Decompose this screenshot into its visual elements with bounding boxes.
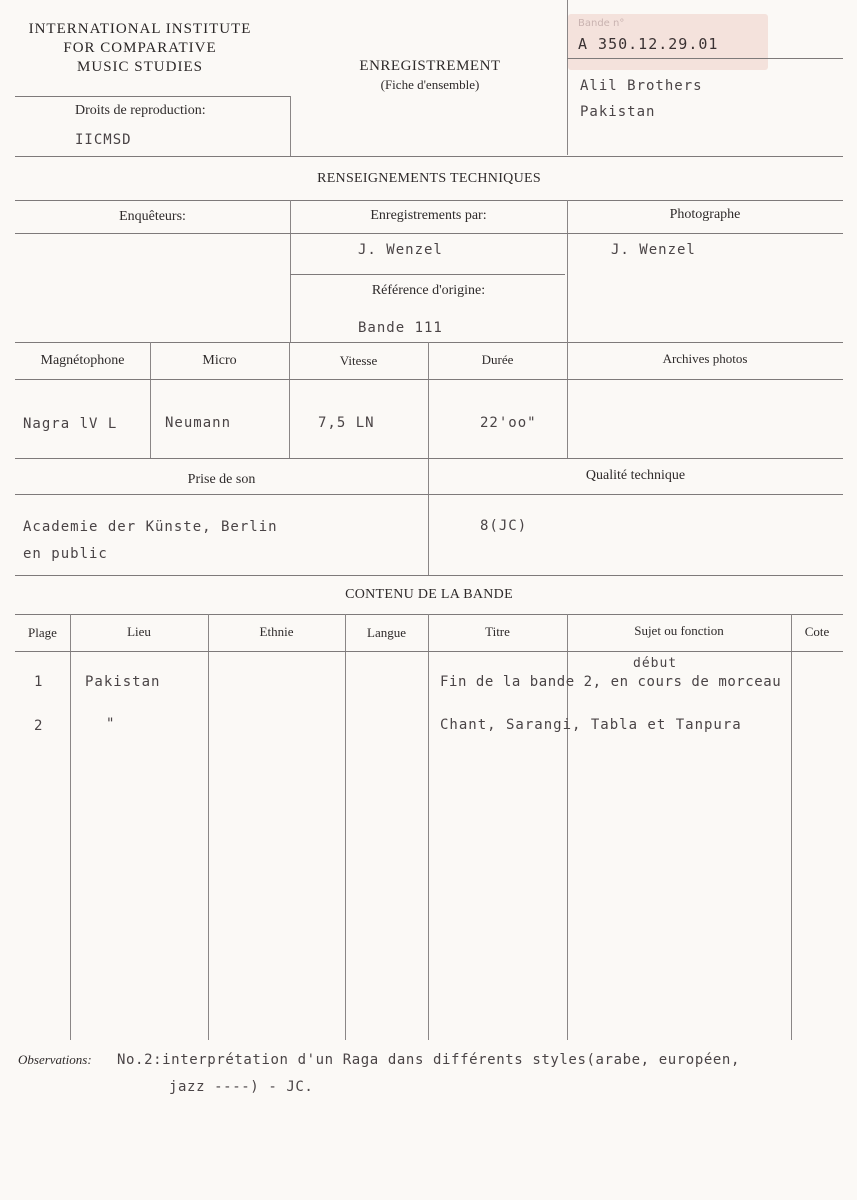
tape-label-faint: Bande n°: [578, 18, 625, 29]
tape-number: A 350.12.29.01: [578, 35, 719, 53]
recording-place-label: Prise de son: [187, 472, 256, 487]
origin-ref-label: Référence d'origine:: [371, 283, 486, 298]
row1-title: Fin de la bande 2, en cours de morceau: [440, 674, 782, 690]
row2-title: Chant, Sarangi, Tabla et Tanpura: [440, 717, 742, 733]
origin-ref-value: Bande 111: [358, 320, 443, 336]
place-top-line: [15, 458, 843, 459]
rights-right-line: [290, 96, 291, 156]
micro-label: Micro: [202, 353, 237, 368]
contents-top-line: [15, 614, 843, 615]
speed-value: 7,5 LN: [318, 415, 375, 431]
col-header-subject: Sujet ou fonction: [634, 623, 724, 638]
col-header-language: Langue: [367, 625, 406, 640]
col-header-title: Titre: [485, 624, 510, 639]
equip-label-line: [15, 379, 843, 380]
contents-header-line: [15, 651, 843, 652]
duration-label: Durée: [481, 352, 514, 367]
observations-label: Observations:: [18, 1052, 92, 1067]
investigators-label: Enquêteurs:: [119, 209, 186, 224]
form-title: ENREGISTREMENT: [359, 58, 501, 74]
recorder-label: Magnétophone: [40, 353, 125, 368]
institute-line-1: INTERNATIONAL INSTITUTE: [28, 21, 252, 37]
photo-archive-label: Archives photos: [662, 351, 748, 366]
contents-vline-3: [345, 614, 346, 1040]
rights-label: Droits de reproduction:: [75, 103, 206, 118]
contents-vline-1: [70, 614, 71, 1040]
col-header-track: Plage: [28, 625, 57, 640]
row1-track: 1: [34, 674, 44, 690]
row1-place: Pakistan: [85, 674, 161, 690]
recorder-value: Nagra lV L: [23, 416, 118, 432]
quality-label: Qualité technique: [585, 468, 686, 483]
equipment-top-line: [15, 342, 843, 343]
form-subtitle: (Fiche d'ensemble): [380, 77, 480, 92]
col-header-cote: Cote: [804, 624, 830, 639]
institute-line-2: FOR COMPARATIVE: [63, 40, 217, 56]
tech-top-line: [15, 200, 843, 201]
contents-section-title: CONTENU DE LA BANDE: [345, 587, 513, 602]
recorded-by-value: J. Wenzel: [358, 242, 443, 258]
header-bottom-line: [15, 156, 843, 157]
recorded-by-label: Enregistrements par:: [370, 208, 487, 223]
sticker-underline: [567, 58, 843, 59]
recording-place-line-2: en public: [23, 546, 108, 562]
place-label-line: [15, 494, 843, 495]
observations-line-1: No.2:interprétation d'un Raga dans différents styles(arabe, européen,: [117, 1052, 740, 1068]
technical-bottom-line: [15, 575, 843, 576]
contents-vline-6: [791, 614, 792, 1040]
country: Pakistan: [580, 104, 656, 120]
duration-value: 22'oo": [480, 415, 537, 431]
tech-label-line: [15, 233, 843, 234]
observations-line-2: jazz ----) - JC.: [169, 1079, 314, 1095]
technical-section-title: RENSEIGNEMENTS TECHNIQUES: [317, 171, 541, 186]
header-divider: [567, 0, 568, 155]
photographer-value: J. Wenzel: [611, 242, 696, 258]
col-header-ethnic: Ethnie: [259, 624, 294, 639]
contents-vline-4: [428, 614, 429, 1040]
contents-vline-2: [208, 614, 209, 1040]
recording-place-line-1: Academie der Künste, Berlin: [23, 519, 278, 535]
row2-place: ": [106, 716, 116, 732]
row1-note-above: début: [633, 656, 678, 671]
origin-ref-line: [290, 274, 565, 275]
row2-track: 2: [34, 718, 44, 734]
institute-name: [10, 20, 270, 77]
micro-value: Neumann: [165, 415, 232, 431]
institute-line-3: MUSIC STUDIES: [77, 59, 203, 75]
speed-label: Vitesse: [339, 353, 378, 368]
photographer-label: Photographe: [669, 207, 741, 222]
artist-name: Alil Brothers: [580, 78, 703, 94]
rights-top-line: [15, 96, 290, 97]
rights-value: IICMSD: [75, 132, 132, 148]
col-header-place: Lieu: [127, 624, 151, 639]
quality-value: 8(JC): [480, 518, 528, 534]
